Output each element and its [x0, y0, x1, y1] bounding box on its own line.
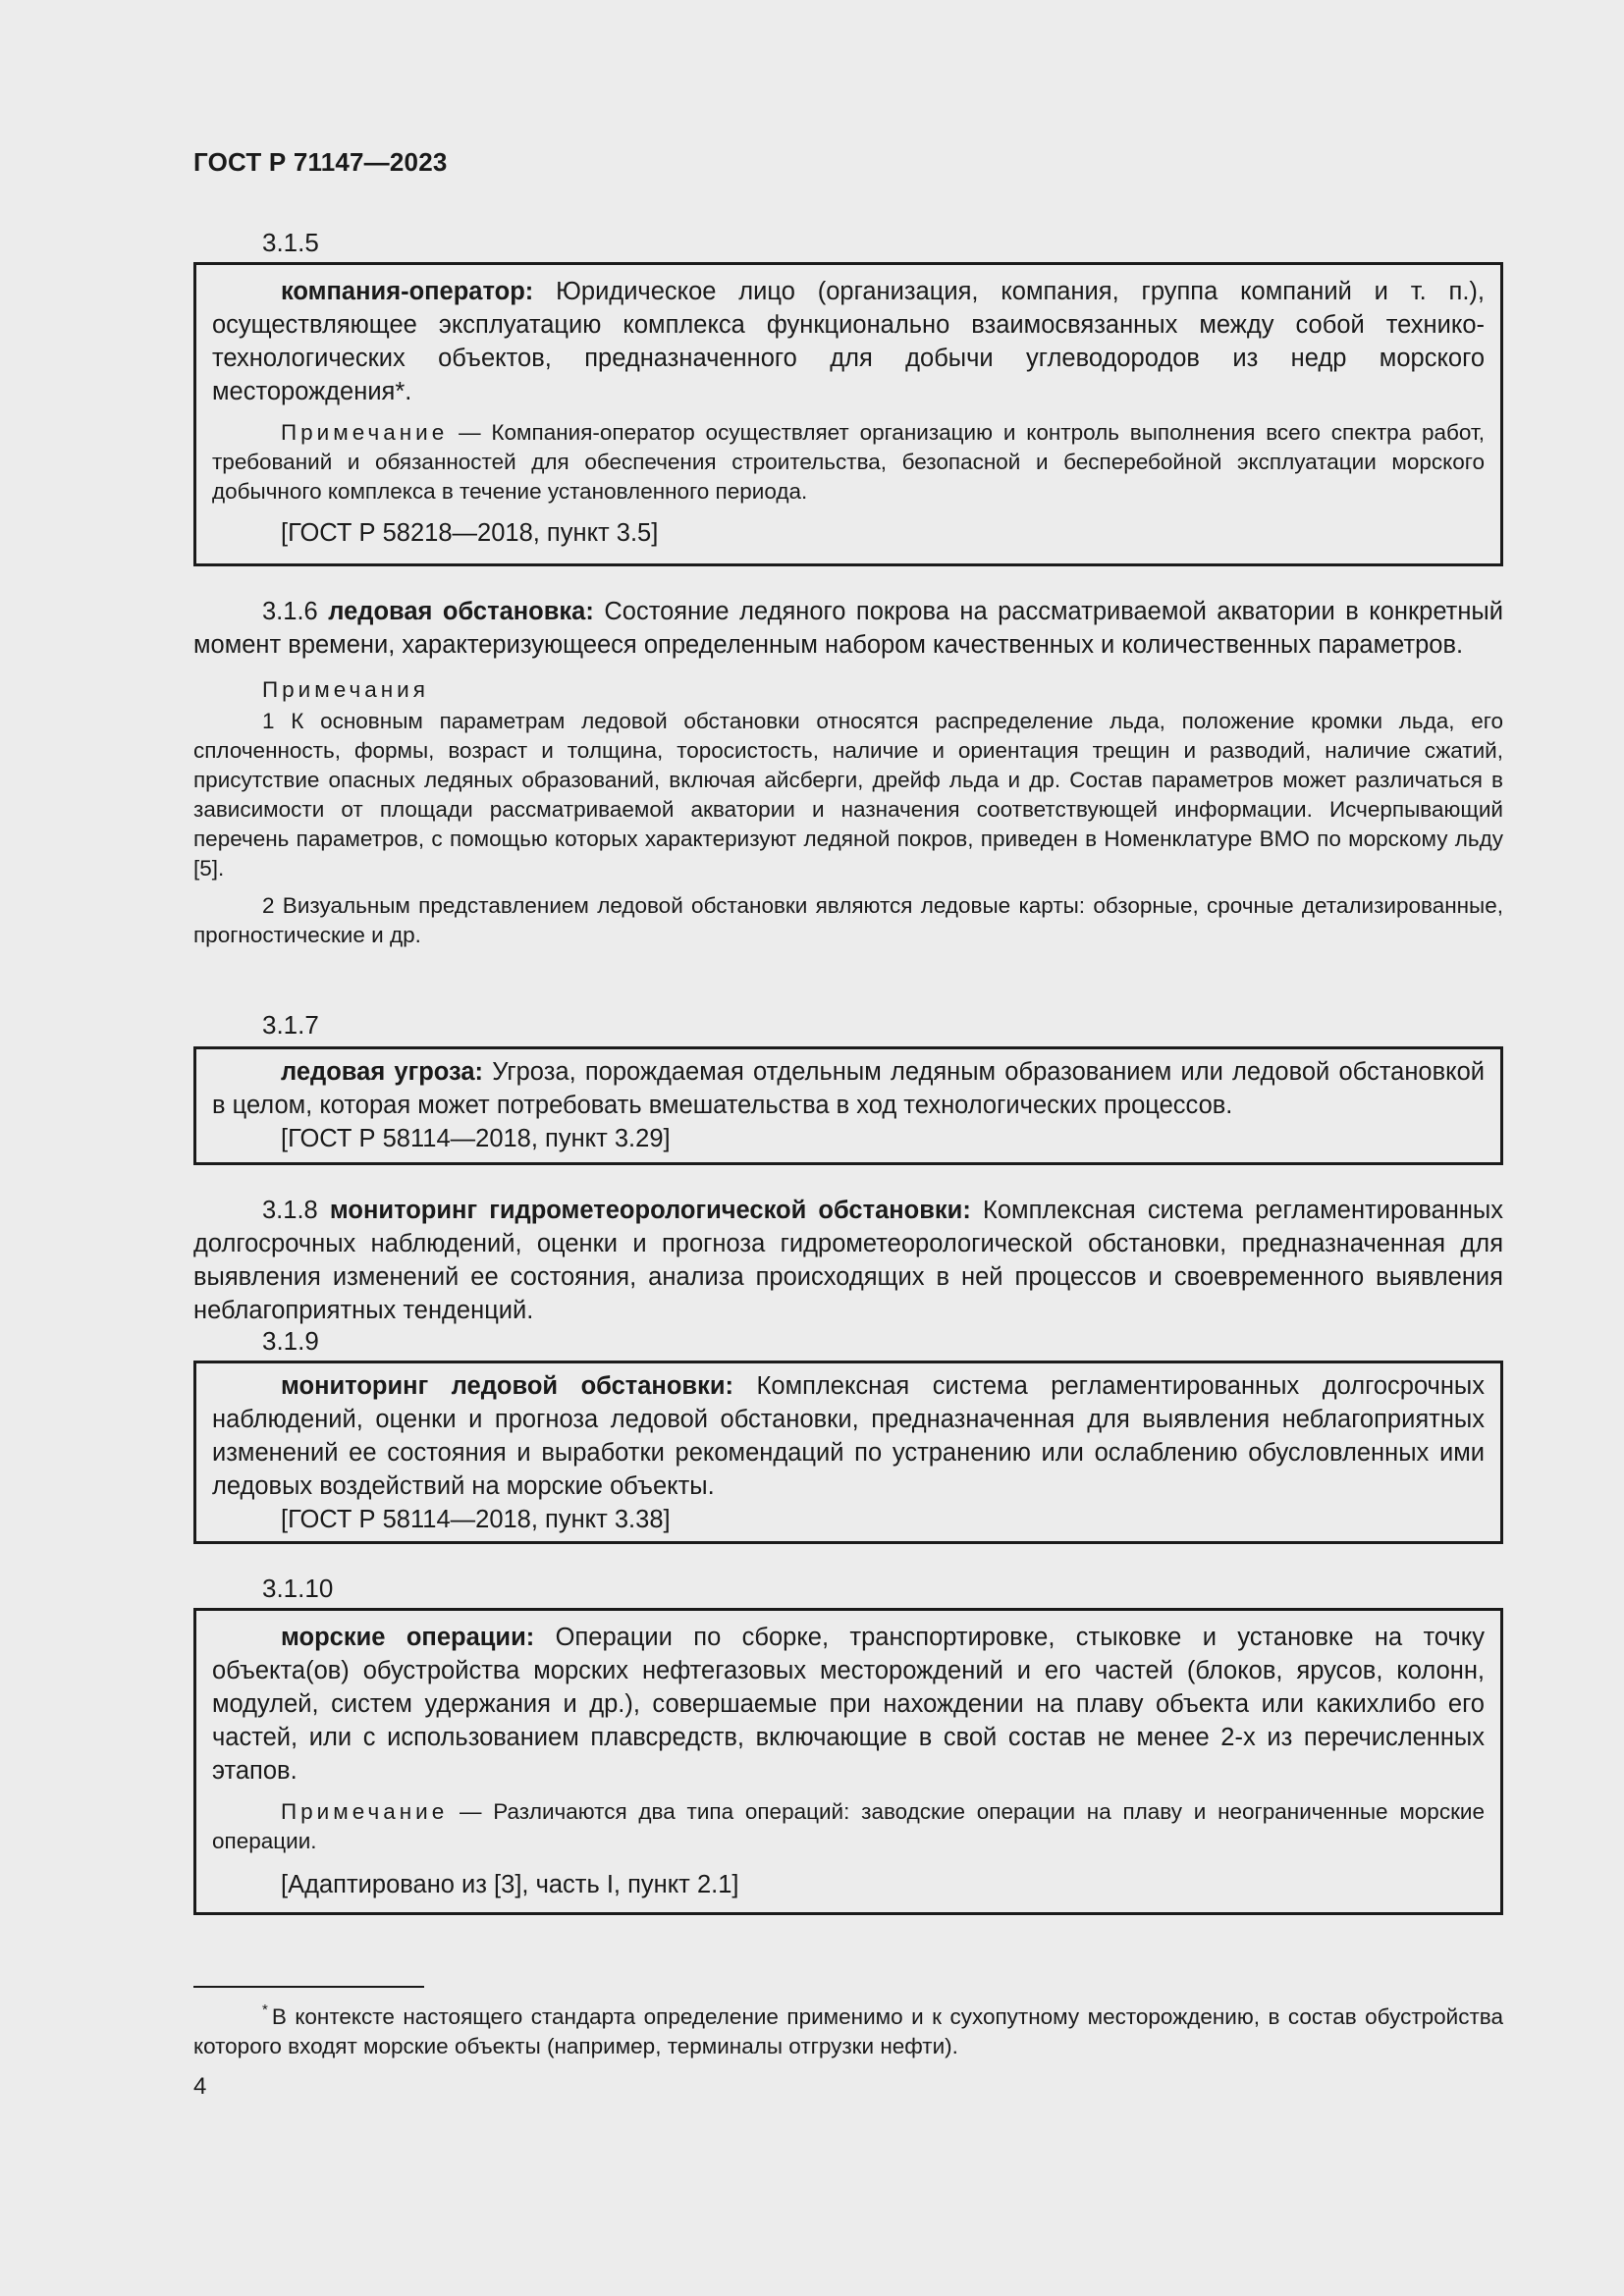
note-1: 1 К основным параметрам ледовой обстановки относятся распределение льда, положение кромки льда, его сплоченность, формы, возраст и толщина, торосистость, наличие и ориентация трещин и разводий, наличие сжатий, присутствие опасных ледяных образований, включая айсберги, дрейф льда и др. Состав параметров может различаться в зависимости от площади рассматриваемой акватории и назначения соответствующей информации. Исчерпывающий перечень параметров, с помощью которых характеризуют ледяной покров, приведен в Номенклатуре ВМО по морскому льду [5]. [193, 709, 1503, 881]
section-number-3-1-5: 3.1.5 [262, 228, 319, 257]
note-label: Примечание [281, 1799, 449, 1824]
section-number-3-1-10: 3.1.10 [262, 1574, 334, 1603]
note-label: Примечание [281, 420, 449, 445]
reference: [ГОСТ Р 58218—2018, пункт 3.5] [281, 519, 659, 547]
page-number: 4 [193, 2073, 207, 2100]
section-3-1-6 [193, 595, 1503, 950]
reference: [ГОСТ Р 58114—2018, пункт 3.38] [281, 1506, 671, 1533]
term: мониторинг гидрометеорологической обстановки: [329, 1197, 971, 1224]
section-number-3-1-7: 3.1.7 [262, 1010, 319, 1040]
term: морские операции: [281, 1624, 535, 1651]
term: ледовая обстановка: [328, 598, 594, 625]
section-number-3-1-9: 3.1.9 [262, 1326, 319, 1356]
definition-box-3-1-7 [193, 1046, 1503, 1165]
definition-text: ледовая угроза: Угроза, порождаемая отдельным ледяным образованием или ледовой обстановкой в целом, которая может потребовать вмешательства в ход технологических процессов. [212, 1058, 1485, 1119]
reference: [ГОСТ Р 58114—2018, пункт 3.29] [281, 1125, 671, 1152]
definition-text: 3.1.6 ледовая обстановка: Состояние ледяного покрова на рассматриваемой акватории в конкретный момент времени, характеризующееся определенным набором качественных и количественных параметров. [193, 598, 1504, 659]
definition-box-3-1-9 [193, 1361, 1503, 1544]
footnote-divider [193, 1986, 424, 1988]
term: компания-оператор: [281, 278, 534, 305]
term: ледовая угроза: [281, 1058, 484, 1086]
definition-text: компания-оператор: Юридическое лицо (организация, компания, группа компаний и т. п.), осуществляющее эксплуатацию комплекса функционально взаимосвязанных между собой технико-технологических объектов, предназначенного для добычи углеводородов из недр морского месторождения*. [212, 278, 1485, 405]
note-2: 2 Визуальным представлением ледовой обстановки являются ледовые карты: обзорные, срочные детализированные, прогностические и др. [193, 893, 1503, 947]
term: мониторинг ледовой обстановки: [281, 1372, 734, 1400]
footnote: * В контексте настоящего стандарта определение применимо и к сухопутному месторождению, в состав обустройства которого входят морские объекты (например, терминалы отгрузки нефти). [193, 2002, 1503, 2058]
definition-text: морские операции: Операции по сборке, транспортировке, стыковке и установке на точку объекта(ов) обустройства морских нефтегазовых месторождений и его частей (блоков, ярусов, колонн, модулей, систем удержания и др.), совершаемые при нахождении на плаву объекта или какихлибо его частей, или с использованием плавсредств, включающие в свой состав не менее 2-х из перечисленных этапов. [212, 1624, 1485, 1785]
reference: [Адаптировано из [3], часть I, пункт 2.1] [281, 1871, 739, 1898]
definition-box-3-1-5 [193, 262, 1503, 566]
notes-title: Примечания [262, 677, 429, 702]
definition-text: мониторинг ледовой обстановки: Комплексная система регламентированных долгосрочных наблюдений, оценки и прогноза ледовой обстановки, предназначенная для выявления неблагоприятных изменений ее состояния и выработки рекомендаций по устранению или ослаблению обусловленных ими ледовых воздействий на морские объекты. [212, 1372, 1486, 1500]
note: Примечание — Компания-оператор осуществляет организацию и контроль выполнения всего спектра работ, требований и обязанностей для обеспечения строительства, безопасной и бесперебойной эксплуатации морского добычного комплекса в течение установленного периода. [212, 420, 1485, 504]
definition-box-3-1-10 [193, 1608, 1503, 1915]
note: Примечание — Различаются два типа операций: заводские операции на плаву и неограниченные морские операции. [212, 1799, 1485, 1853]
section-3-1-8 [193, 1194, 1503, 1327]
footnote-mark: * [262, 2002, 268, 2018]
document-header: ГОСТ Р 71147—2023 [193, 147, 448, 177]
definition-text: 3.1.8 мониторинг гидрометеорологической обстановки: Комплексная система регламентированных долгосрочных наблюдений, оценки и прогноза гидрометеорологической обстановки, предназначенная для выявления изменений ее состояния, анализа происходящих в ней процессов и своевременного выявления неблагоприятных тенденций. [193, 1197, 1504, 1324]
